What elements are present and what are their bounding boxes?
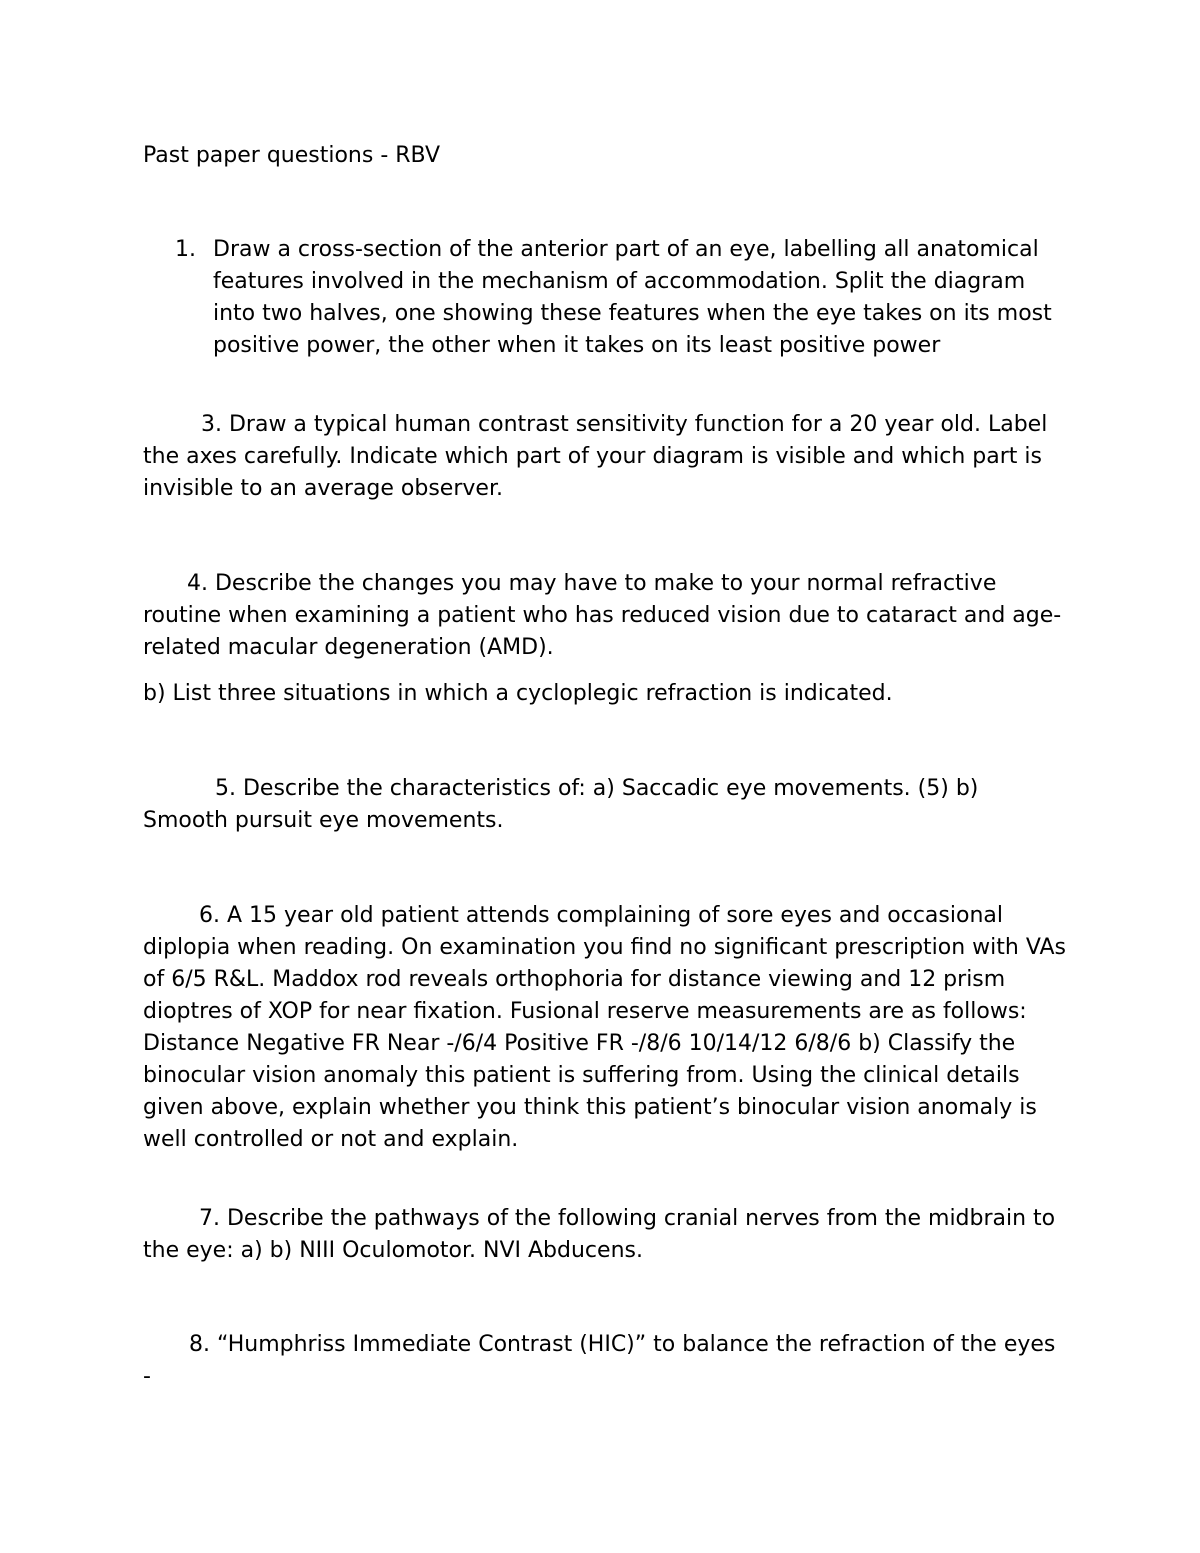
question-4: 4. Describe the changes you may have to make to your normal refractive routine when examining a patient who has reduced vision due to cataract and age-related macular degeneration (AMD). (143, 571, 1062, 660)
question-8: 8. “Humphriss Immediate Contrast (HIC)” to balance the refraction of the eyes - (143, 1332, 1056, 1389)
question-1 (143, 234, 1073, 362)
question-5: 5. Describe the characteristics of: a) Saccadic eye movements. (5) b) Smooth pursuit eye movements. (143, 776, 979, 833)
question-4b: b) List three situations in which a cycloplegic refraction is indicated. (143, 681, 893, 706)
question-1-number: 1. (175, 237, 196, 262)
document-title: Past paper questions - RBV (143, 143, 441, 168)
question-6: 6. A 15 year old patient attends complaining of sore eyes and occasional diplopia when reading. On examination you find no significant prescription with VAs of 6/5 R&L. Maddox rod reveals orthophoria for distance viewing and 12 prism dioptres of XOP for near fixation. Fusional reserve measurements are as follows: Distance Negative FR Near -/6/4 Positive FR -/8/6 10/14/12 6/8/6 b) Classify the binocular vision anomaly this patient is suffering from. Using the clinical details given above, explain whether you think this patient’s binocular vision anomaly is well controlled or not and explain. (143, 903, 1066, 1152)
question-7: 7. Describe the pathways of the following cranial nerves from the midbrain to the eye: a) b) NIII Oculomotor. NVI Abducens. (143, 1206, 1056, 1263)
question-1-text: Draw a cross-section of the anterior part of an eye, labelling all anatomical features involved in the mechanism of accommodation. Split the diagram into two halves, one showing these features when the eye takes on its most positive power, the other when it takes on its least positive power (213, 237, 1052, 358)
question-3: 3. Draw a typical human contrast sensitivity function for a 20 year old. Label the axes carefully. Indicate which part of your diagram is visible and which part is invisible to an average observer. (143, 412, 1048, 501)
